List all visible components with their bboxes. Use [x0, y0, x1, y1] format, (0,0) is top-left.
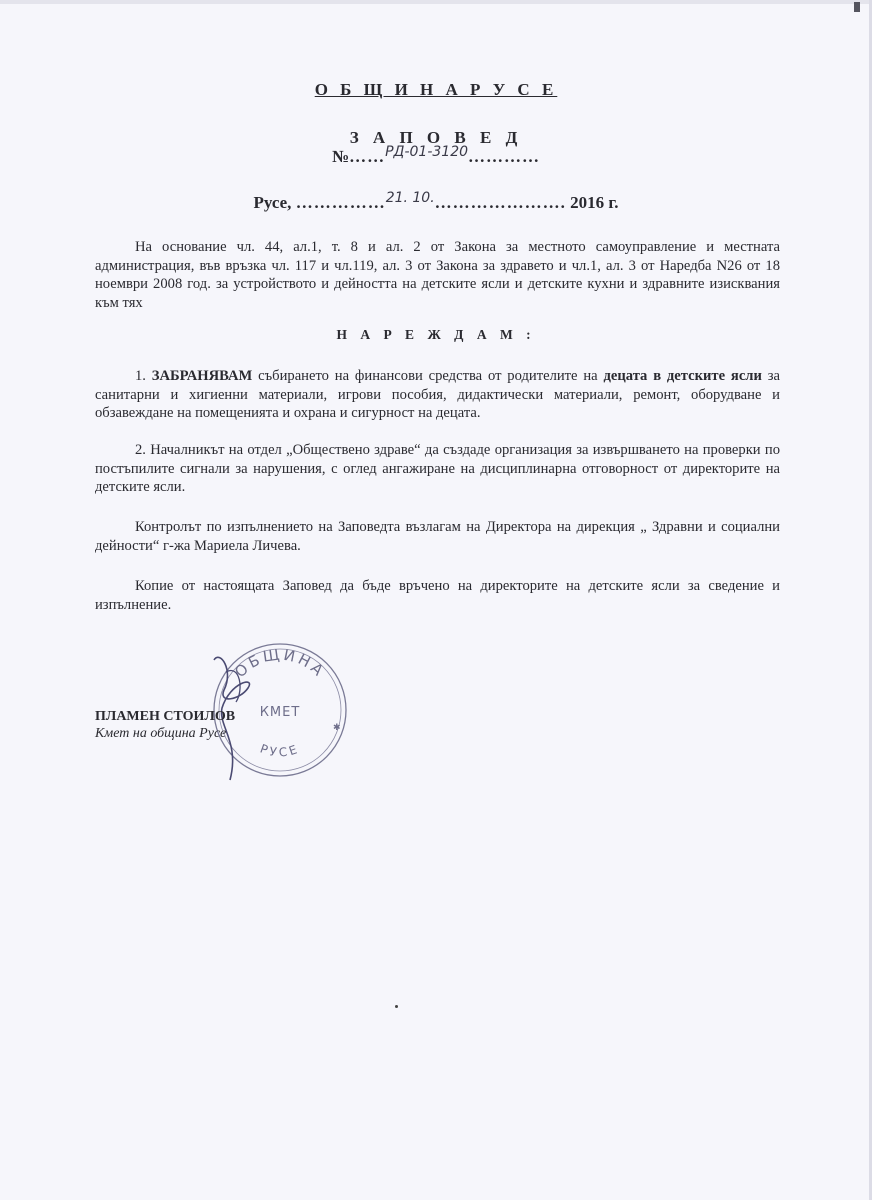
handwritten-date: 21. 10. [385, 190, 435, 206]
scan-edge-top [0, 0, 872, 4]
date-dots-left: …………… [295, 193, 386, 212]
document-number [0, 144, 872, 167]
stamp-top-text: ОБЩИНА [231, 645, 329, 682]
item1-prohibit-word: ЗАБРАНЯВАМ [151, 368, 253, 384]
number-prefix: № [331, 147, 350, 166]
order-item-2 [95, 441, 780, 497]
signatory-name: ПЛАМЕН СТОИЛОВ [95, 709, 236, 724]
city-name: Русе, [253, 193, 296, 212]
item1-number: 1. [135, 368, 152, 384]
document-title: З А П О В Е Д [349, 128, 523, 147]
legal-basis-text: На основание чл. 44, ал.1, т. 8 и ал. 2 от Закона за местното самоуправление и местната администрация, във връзка чл. 117 и чл.119, ал. 3 от Закона за здравето и чл.1, ал. 3 от Наредба N26 от 18 ноември 2008 год. за устройството и дейността на детските ясли и детските кухни и здравните изисквания към тях [95, 239, 780, 311]
legal-basis-paragraph [95, 238, 780, 312]
copy-paragraph [95, 577, 780, 614]
scan-speck [395, 1005, 398, 1008]
organization-heading: О Б Щ И Н А Р У С Е [314, 80, 558, 99]
item1-text-b: за санитарни и хигиенни материали, игрови пособия, дидактически материали, ремонт, оборудване и обзавеждане на помещенията и охрана и сигурност на децата. [95, 368, 780, 421]
item1-children-phrase: децата в детските ясли [603, 368, 762, 384]
item1-text-a: събирането на финансови средства от родителите на [252, 368, 604, 384]
copy-text: Копие от настоящата Заповед да бъде връчено на директорите на детските ясли за сведение и изпълнение. [95, 578, 780, 613]
date-dots-right: …………………. [434, 193, 566, 212]
item2-text: 2. Началникът на отдел „Обществено здраве“ да създаде организация за извършването на проверки по постъпилите сигнали за нарушения, с оглед ангажиране на дисциплинарна отговорност от директорите на детските ясли. [95, 442, 780, 495]
stamp-star-icon: ✱ [333, 723, 341, 733]
number-dots-right: ………… [468, 147, 541, 166]
scan-corner-mark [854, 2, 860, 12]
number-dots-left: …… [349, 147, 386, 166]
handwritten-number: РД-01-3120 [385, 144, 469, 160]
control-text: Контролът по изпълнението на Заповедта възлагам на Директора на дирекция „ Здравни и социални дейности“ г-жа Мариела Личева. [95, 519, 780, 554]
year: 2016 г. [565, 193, 619, 212]
control-paragraph [95, 518, 780, 555]
city-date-line [0, 190, 872, 213]
signatory-position: Кмет на община Русе [95, 726, 227, 741]
stamp-bottom-text: РУСЕ [258, 741, 302, 760]
order-item-1 [95, 367, 780, 423]
stamp-center-text: КМЕТ [259, 705, 301, 720]
orders-heading: Н А Р Е Ж Д А М : [336, 327, 536, 342]
